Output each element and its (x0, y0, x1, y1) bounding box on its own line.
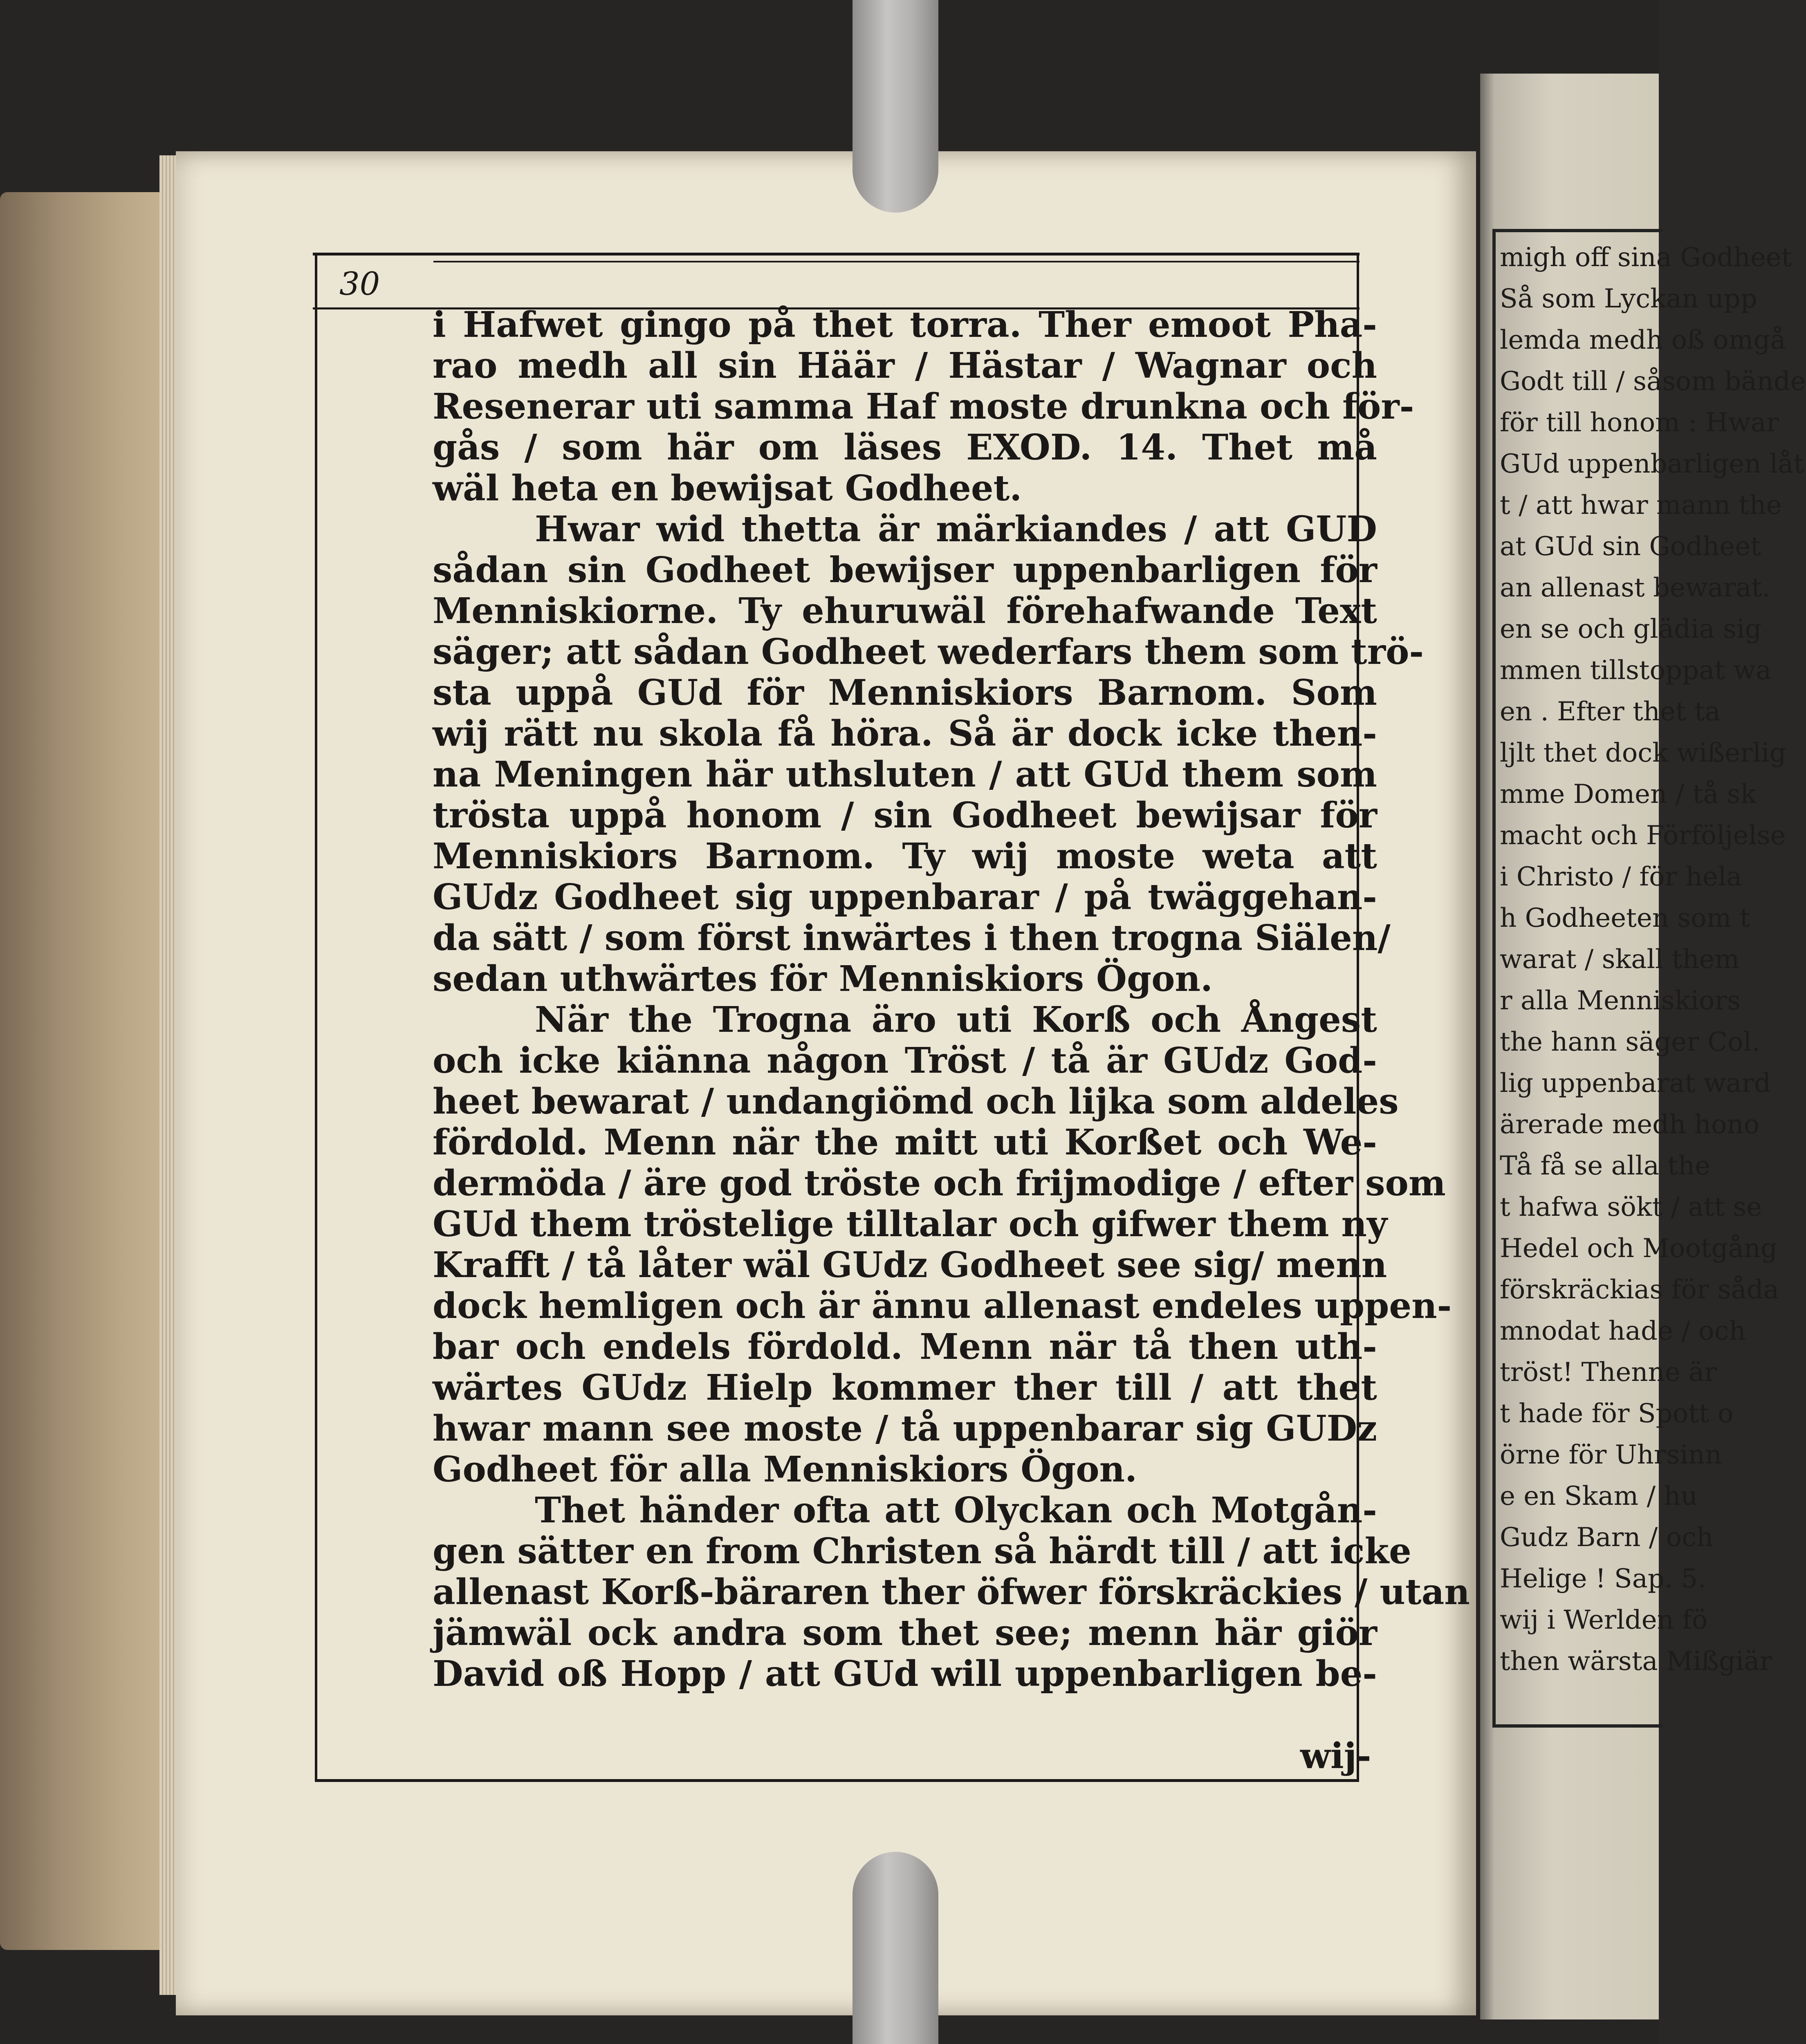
text-line: Godheet för alla Menniskiors Ögon. (433, 1449, 1137, 1490)
facing-line: mnodat hade / och (1500, 1316, 1746, 1346)
facing-line: h Godheeten som t (1500, 903, 1750, 933)
page-clip-top (853, 0, 938, 213)
text-line: gen sätter en from Christen så härdt till / att icke (433, 1531, 1411, 1572)
facing-line: lig uppenbarat ward (1500, 1068, 1771, 1098)
facing-line: lemda medh oß omgå (1500, 325, 1786, 355)
page-clip-bottom (853, 1852, 938, 2044)
text-line: GUdz Godheet sig uppenbarar / på twäggehan- (433, 876, 1377, 918)
facing-line: i Christo / för hela (1500, 862, 1742, 892)
text-line: säger; att sådan Godheet wederfars them som trö- (433, 631, 1424, 672)
facing-line: mmen tillstoppat wa (1500, 655, 1772, 686)
facing-line: an allenast bewarat. (1500, 573, 1770, 603)
facing-line: wij i Werlden fö (1500, 1605, 1708, 1635)
text-line: Hwar wid thetta är märkiandes / att GUD (535, 509, 1377, 550)
facing-line: t hafwa sökt / att se (1500, 1192, 1762, 1222)
facing-line: en . Efter thet ta (1500, 697, 1721, 727)
text-line: trösta uppå honom / sin Godheet bewijsar för (433, 795, 1377, 836)
text-line: bar och endels fördold. Menn när tå then uth- (433, 1326, 1377, 1367)
text-line: heet bewarat / undangiömd och lijka som aldeles (433, 1081, 1399, 1122)
facing-line: Tå få se alla the (1500, 1151, 1710, 1181)
text-line: rao medh all sin Häär / Hästar / Wagnar och (433, 345, 1377, 386)
text-line: Thet händer ofta att Olyckan och Motgån- (535, 1490, 1377, 1531)
catchword: wij- (1300, 1735, 1371, 1777)
text-line: dermöda / äre god tröste och frijmodige / efter som (433, 1163, 1446, 1204)
facing-line: e en Skam / hu (1500, 1481, 1698, 1511)
facing-line: migh off sina Godheet (1500, 242, 1792, 273)
facing-line: Så som Lyckan upp (1500, 284, 1757, 314)
text-line: GUd them tröstelige tilltalar och gifwer them ny (433, 1204, 1388, 1245)
text-line: När the Trogna äro uti Korß och Ångest (535, 999, 1377, 1040)
text-line: Resenerar uti samma Haf moste drunkna och för- (433, 386, 1414, 427)
text-line: David oß Hopp / att GUd will uppenbarligen be- (433, 1653, 1377, 1694)
text-line: wäl heta en bewijsat Godheet. (433, 468, 1022, 509)
text-line: sådan sin Godheet bewijser uppenbarligen för (433, 549, 1377, 591)
facing-page-text (1500, 237, 1806, 1709)
text-line: Menniskiors Barnom. Ty wij moste weta att (433, 836, 1377, 877)
facing-line: macht och Förföljelse (1500, 820, 1786, 851)
facing-line: Hedel och Mootgång (1500, 1233, 1777, 1264)
facing-line: GUd uppenbarligen låt (1500, 449, 1804, 479)
text-line: sta uppå GUd för Menniskiors Barnom. Som (433, 672, 1377, 713)
facing-line: Helige ! Sap. 5. (1500, 1564, 1706, 1594)
frame-rule-bottom (315, 1779, 1359, 1782)
facing-line: t / att hwar mann the (1500, 490, 1782, 520)
book-binding-edge (0, 192, 172, 1950)
text-line: jämwäl ock andra som thet see; menn här giör (433, 1612, 1377, 1654)
body-text (433, 304, 1470, 1760)
text-line: na Meningen här uthsluten / att GUd them som (433, 754, 1377, 795)
facing-line: at GUd sin Godheet (1500, 531, 1761, 562)
text-line: fördold. Menn när the mitt uti Korßet och We- (433, 1122, 1377, 1163)
facing-line: Godt till / såsom bände (1500, 366, 1806, 397)
facing-line: warat / skall them (1500, 944, 1740, 975)
frame-rule-top (313, 253, 1360, 256)
facing-line: en se och glädia sig (1500, 614, 1762, 644)
facing-line: örne för Uhrsinn (1500, 1440, 1722, 1470)
text-line: allenast Korß-bäraren ther öfwer förskräckies / utan (433, 1571, 1470, 1613)
facing-line: tröst! Thenne är (1500, 1357, 1717, 1387)
text-line: dock hemligen och är ännu allenast endeles uppen- (433, 1285, 1452, 1327)
facing-line: Gudz Barn / och (1500, 1522, 1714, 1553)
facing-line: the hann säger Col. (1500, 1027, 1760, 1057)
facing-line: mme Domen / tå sk (1500, 779, 1757, 809)
text-line: hwar mann see moste / tå uppenbarar sig GUDz (433, 1408, 1377, 1449)
facing-line: ärerade medh hono (1500, 1109, 1760, 1140)
text-line: och icke kiänna någon Tröst / tå är GUdz God- (433, 1040, 1377, 1081)
facing-line: förskräckias för såda (1500, 1275, 1779, 1305)
text-line: wij rätt nu skola få höra. Så är dock icke then- (433, 713, 1377, 754)
text-line: Krafft / tå låter wäl GUdz Godheet see sig/ menn (433, 1244, 1387, 1286)
facing-line: t hade för Spott o (1500, 1399, 1734, 1429)
page-number: 30 (339, 266, 380, 303)
text-line: gås / som här om läses EXOD. 14. Thet må (433, 427, 1377, 468)
frame-rule-top-inner (433, 261, 1360, 262)
text-line: sedan uthwärtes för Menniskiors Ögon. (433, 958, 1213, 1000)
facing-line: för till honom : Hwar (1500, 408, 1779, 438)
facing-line: r alla Menniskiors (1500, 986, 1741, 1016)
frame-rule-left (315, 253, 317, 1782)
text-line: da sätt / som först inwärtes i then trogna Siälen/ (433, 917, 1391, 959)
text-line: Menniskiorne. Ty ehuruwäl förehafwande Text (433, 590, 1377, 632)
text-line: i Hafwet gingo på thet torra. Ther emoot Pha- (433, 304, 1377, 345)
facing-line: ljlt thet dock wißerlig (1500, 738, 1786, 768)
facing-line: then wärsta Mißgiär (1500, 1646, 1772, 1676)
text-line: wärtes GUdz Hielp kommer ther till / att thet (433, 1367, 1377, 1408)
